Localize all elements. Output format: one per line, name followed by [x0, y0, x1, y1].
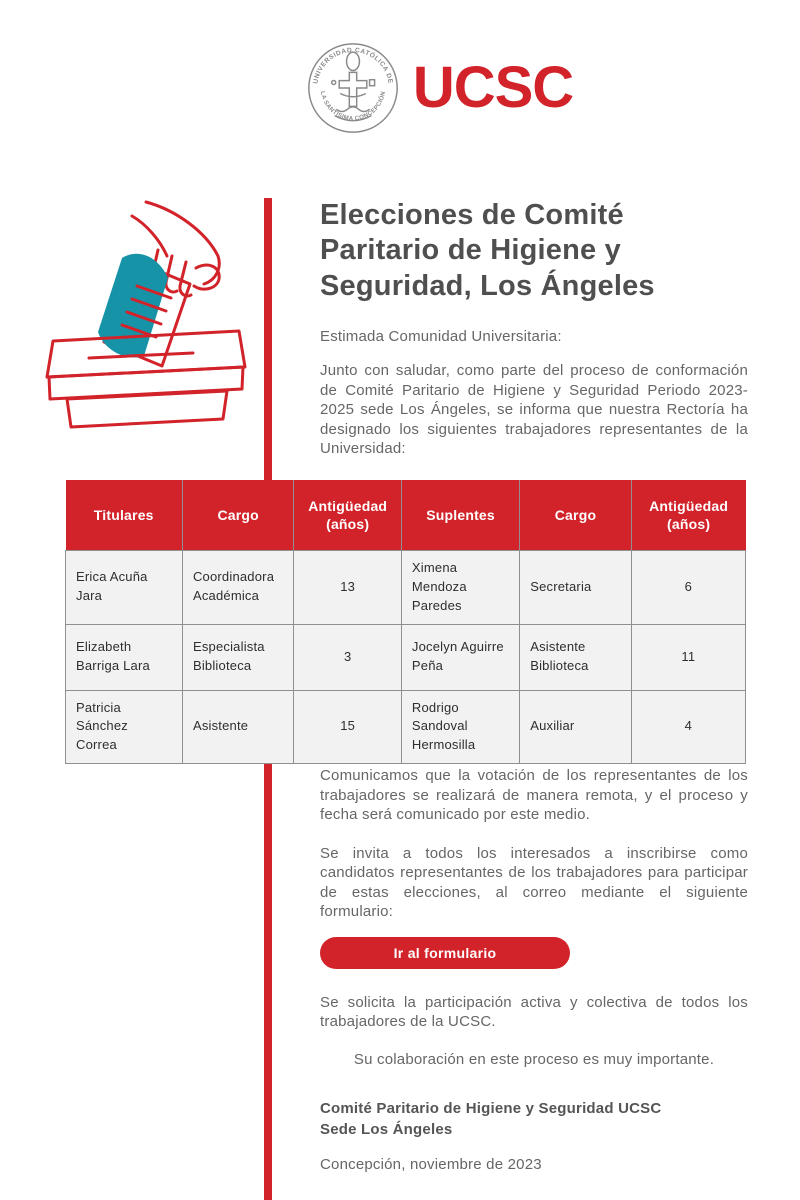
table-row: [66, 551, 746, 625]
col-header-suplentes: Suplentes: [401, 480, 519, 551]
table-row: [66, 690, 746, 764]
highlight-text: Su colaboración en este proceso es muy importante.: [353, 1050, 715, 1068]
announcement-body-top: [320, 198, 748, 474]
cell-antiguedad: 11: [631, 624, 745, 690]
seal-bottom-text: LA SANTÍSIMA CONCEPCIÓN: [318, 90, 387, 123]
seal-cross-emblem: [331, 52, 374, 121]
representatives-table-container: [65, 480, 746, 764]
cell-antiguedad: 3: [294, 624, 401, 690]
title-line-3: Seguridad, Los Ángeles: [320, 269, 655, 302]
ucsc-logo: [0, 42, 800, 134]
table-row: [66, 624, 746, 690]
ucsc-wordmark: UCSC: [412, 55, 574, 120]
signature-sede: Sede Los Ángeles: [320, 1120, 453, 1138]
cell-cargo: Asistente Biblioteca: [520, 624, 632, 690]
cell-cargo: Coordinadora Académica: [182, 551, 294, 625]
greeting-text: Estimada Comunidad Universitaria:: [320, 328, 562, 346]
col-header-titulares: Titulares: [66, 480, 183, 551]
cell-titular: Erica Acuña Jara: [66, 551, 183, 625]
cell-antiguedad: 4: [631, 690, 745, 764]
col-header-cargo-2: Cargo: [520, 480, 632, 551]
seal-top-text: UNIVERSIDAD CATÓLICA DE: [312, 47, 394, 85]
col-header-antiguedad-2: Antigüedad (años): [631, 480, 745, 551]
representatives-table: [65, 480, 746, 764]
announcement-body-bottom: [320, 766, 748, 1173]
col-header-cargo-1: Cargo: [182, 480, 294, 551]
cell-suplente: Rodrigo Sandoval Hermosilla: [401, 690, 519, 764]
cell-cargo: Especialista Biblioteca: [182, 624, 294, 690]
go-to-form-button[interactable]: Ir al formulario: [320, 937, 570, 969]
title-line-1: Elecciones de Comité: [320, 199, 624, 231]
cell-titular: Elizabeth Barriga Lara: [66, 624, 183, 690]
cell-antiguedad: 15: [294, 690, 401, 764]
participation-paragraph: Se solicita la participación activa y colectiva de todos los trabajadores de la UCSC.: [320, 993, 748, 1030]
cell-antiguedad: 13: [294, 551, 401, 625]
cell-titular: Patricia Sánchez Correa: [66, 690, 183, 764]
cell-cargo: Auxiliar: [520, 690, 632, 764]
page-title: [320, 198, 748, 304]
voting-info-paragraph: Comunicamos que la votación de los representantes de los trabajadores se realizará de manera remota, y el proceso y fecha será comunicado por este medio.: [320, 767, 748, 823]
table-header-row: [66, 480, 746, 551]
col-header-antiguedad-1: Antigüedad (años): [294, 480, 401, 551]
signature-committee: Comité Paritario de Higiene y Seguridad UCSC: [320, 1099, 662, 1117]
cell-antiguedad: 6: [631, 551, 745, 625]
date-line: Concepción, noviembre de 2023: [320, 1155, 542, 1173]
ballot-box-illustration: [40, 198, 264, 442]
university-seal-icon: [307, 42, 399, 134]
invitation-paragraph: Se invita a todos los interesados a inscribirse como candidatos representantes de los trabajadores para participar de estas elecciones, al correo mediante el siguiente formulario:: [320, 844, 748, 920]
cell-suplente: Jocelyn Aguirre Peña: [401, 624, 519, 690]
title-line-2: Paritario de Higiene y: [320, 234, 621, 267]
cell-cargo: Asistente: [182, 690, 294, 764]
ballot-paper-icon: [98, 254, 190, 366]
cell-cargo: Secretaria: [520, 551, 632, 625]
cell-suplente: Ximena Mendoza Paredes: [401, 551, 519, 625]
intro-paragraph: Junto con saludar, como parte del proceso de conformación de Comité Paritario de Higiene y Seguridad Periodo 2023-2025 sede Los Ángeles, se informa que nuestra Rectoría ha designado los siguientes trabajadores representantes de la Universidad:: [320, 362, 748, 458]
